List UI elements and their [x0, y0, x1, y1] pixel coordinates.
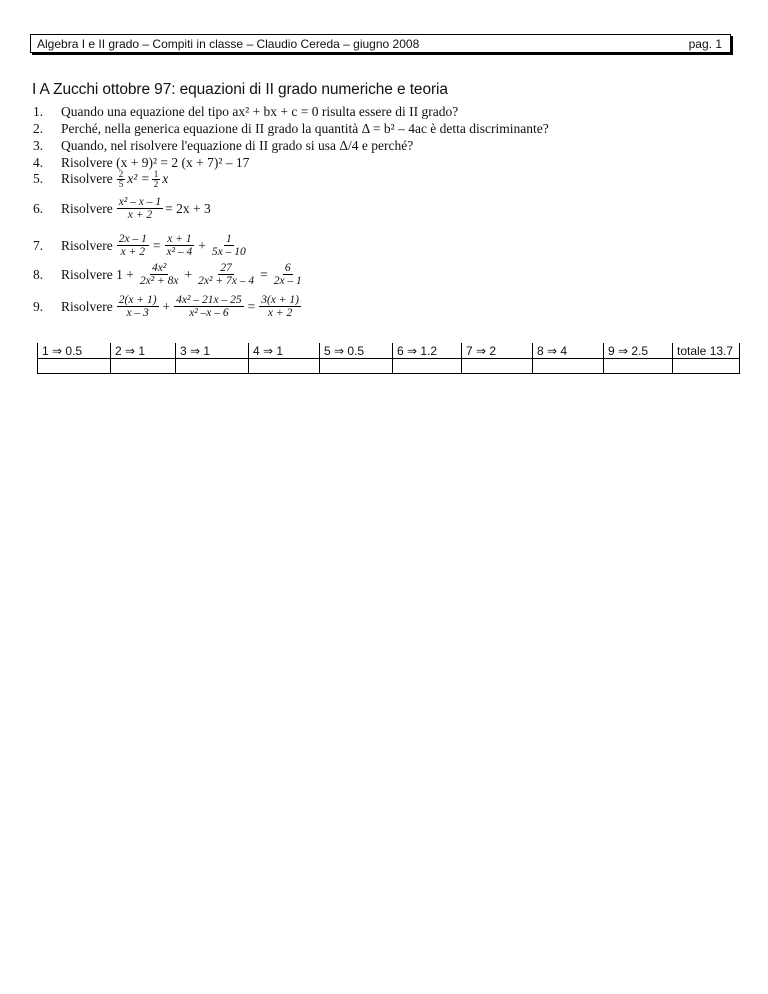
numerator: 3(x + 1): [261, 294, 299, 306]
question-number: 3.: [33, 138, 44, 153]
score-cell: 3 ⇒ 1: [176, 343, 249, 359]
fraction: [117, 170, 126, 188]
question-text: Quando, nel risolvere l'equazione di II grado si usa Δ/4 e perché?: [61, 138, 414, 153]
question-number: 2.: [33, 121, 44, 136]
question-number: 1.: [33, 104, 44, 119]
numerator: 2: [118, 169, 124, 179]
question-number: 5.: [33, 171, 44, 187]
question-1: [33, 104, 458, 120]
score-cell: 9 ⇒ 2.5: [604, 343, 673, 359]
question-word: Risolvere 1 +: [61, 266, 134, 282]
question-9: [33, 294, 303, 319]
fraction: [210, 233, 248, 258]
denominator: 5: [118, 178, 124, 189]
equals-sign: =: [152, 237, 161, 253]
expression: x: [162, 171, 169, 187]
score-cell: 6 ⇒ 1.2: [393, 343, 462, 359]
fraction: [164, 233, 194, 258]
numerator: 6: [284, 262, 291, 274]
fraction: [196, 262, 256, 287]
question-8: [33, 262, 306, 287]
page-number: pag. 1: [688, 37, 722, 51]
denominator: x + 2: [120, 246, 145, 259]
question-text: Perché, nella generica equazione di II grado la quantità Δ = b² – 4ac è detta discriminante?: [61, 121, 549, 136]
expression: = 2x + 3: [165, 200, 211, 216]
numerator: 1: [225, 233, 232, 245]
score-table: [37, 343, 740, 374]
plus-sign: +: [198, 237, 206, 253]
denominator: x + 2: [267, 307, 293, 320]
score-header-row: [38, 343, 740, 359]
question-number: 8.: [33, 266, 44, 282]
equals-sign: =: [260, 266, 268, 282]
question-3: [33, 138, 413, 154]
numerator: 1: [153, 169, 159, 179]
question-number: 9.: [33, 298, 44, 314]
page-header: [30, 34, 731, 53]
numerator: 4x²: [152, 262, 167, 274]
score-entry-cell: [462, 359, 533, 374]
score-entry-cell: [176, 359, 249, 374]
fraction: [117, 196, 163, 221]
fraction: [117, 294, 159, 319]
score-entry-cell: [533, 359, 604, 374]
plus-sign: +: [162, 298, 171, 314]
denominator: x – 3: [126, 307, 149, 320]
question-7: [33, 233, 250, 258]
equals-sign: =: [247, 298, 256, 314]
numerator: 27: [220, 262, 232, 274]
score-entry-cell: [673, 359, 740, 374]
score-cell: totale 13.7: [673, 343, 740, 359]
question-5: [33, 170, 168, 188]
denominator: 2x² + 8x: [139, 275, 179, 288]
denominator: x + 2: [127, 209, 153, 222]
score-entry-cell: [320, 359, 393, 374]
score-cell: 1 ⇒ 0.5: [38, 343, 111, 359]
score-input-row: [38, 359, 740, 374]
question-text: Risolvere (x + 9)² = 2 (x + 7)² – 17: [61, 155, 250, 170]
question-4: [33, 155, 249, 171]
fraction: [259, 294, 301, 319]
score-entry-cell: [393, 359, 462, 374]
score-cell: 2 ⇒ 1: [111, 343, 176, 359]
numerator: x² – x – 1: [118, 196, 162, 208]
fraction: [138, 262, 181, 287]
question-word: Risolvere: [61, 298, 113, 314]
question-number: 7.: [33, 237, 44, 253]
denominator: x² – 4: [166, 246, 193, 259]
score-cell: 7 ⇒ 2: [462, 343, 533, 359]
numerator: 2(x + 1): [118, 294, 157, 306]
fraction: [117, 233, 149, 258]
expression: x² =: [127, 171, 150, 187]
score-entry-cell: [111, 359, 176, 374]
denominator: 5x – 10: [211, 246, 246, 259]
question-6: [33, 196, 211, 221]
score-entry-cell: [249, 359, 320, 374]
score-cell: 8 ⇒ 4: [533, 343, 604, 359]
fraction: [152, 170, 161, 188]
numerator: 4x² – 21x – 25: [176, 294, 242, 306]
denominator: 2x² + 7x – 4: [198, 275, 255, 288]
fraction: [272, 262, 304, 287]
denominator: 2x – 1: [273, 275, 302, 288]
fraction: [174, 294, 243, 319]
question-number: 6.: [33, 200, 44, 216]
score-entry-cell: [604, 359, 673, 374]
question-word: Risolvere: [61, 200, 113, 216]
score-cell: 4 ⇒ 1: [249, 343, 320, 359]
score-cell: 5 ⇒ 0.5: [320, 343, 393, 359]
score-entry-cell: [38, 359, 111, 374]
denominator: x² –x – 6: [189, 307, 229, 320]
numerator: x + 1: [167, 233, 192, 245]
numerator: 2x – 1: [118, 233, 147, 245]
question-text: Quando una equazione del tipo ax² + bx + c = 0 risulta essere di II grado?: [61, 104, 459, 119]
exam-title: I A Zucchi ottobre 97: equazioni di II grado numeriche e teoria: [32, 81, 448, 98]
header-title: Algebra I e II grado – Compiti in classe – Claudio Cereda – giugno 2008: [37, 37, 420, 51]
plus-sign: +: [184, 266, 193, 282]
question-number: 4.: [33, 155, 44, 170]
question-word: Risolvere: [61, 171, 113, 187]
denominator: 2: [153, 178, 159, 189]
question-2: [33, 121, 549, 137]
question-word: Risolvere: [61, 237, 113, 253]
